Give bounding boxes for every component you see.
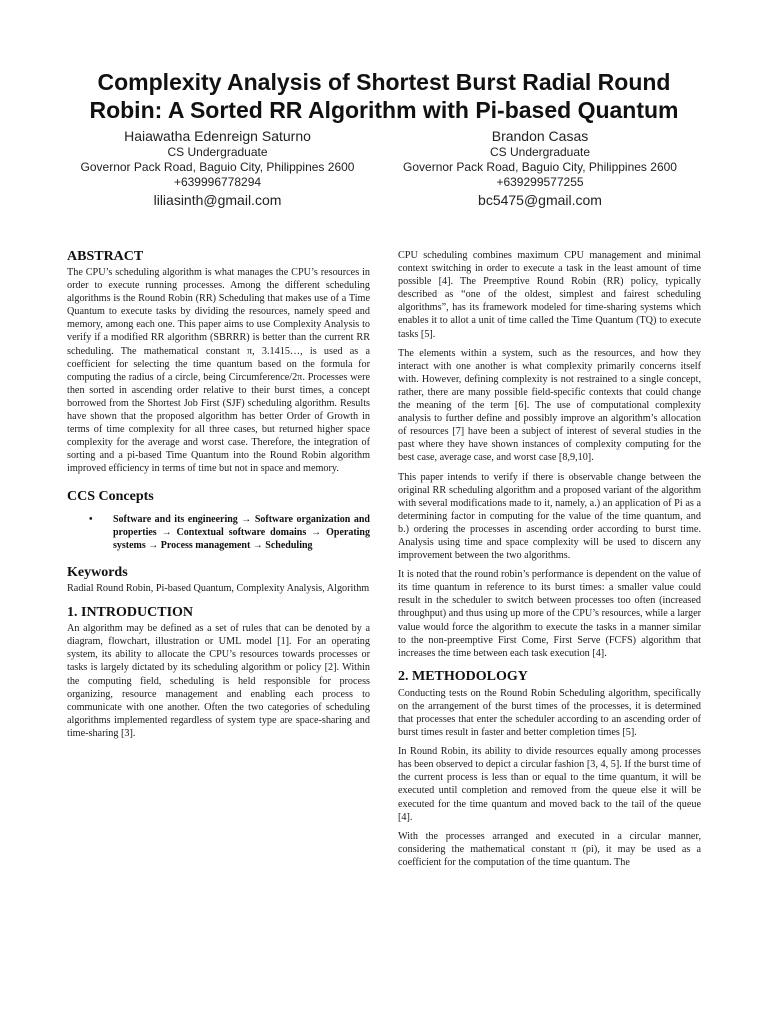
keywords-text: Radial Round Robin, Pi-based Quantum, Complexity Analysis, Algorithm	[67, 583, 370, 595]
ccs-concept-item	[89, 513, 370, 553]
title-line-2: Robin: A Sorted RR Algorithm with Pi-based Quantum	[89, 97, 679, 123]
left-column	[67, 248, 370, 740]
keywords-heading: Keywords	[67, 565, 128, 581]
paragraph: CPU scheduling combines maximum CPU management and minimal context switching in order to execute a task in the least amount of time possible [4]. The Preemptive Round Robin (RR) policy, typically described as “one of the oldest, simplest and fairest scheduling algorithms”, has its framework modeled for time-sharing systems which enables it to allot a unit of time called the Time Quantum (TQ) to execute tasks [5].	[398, 250, 701, 340]
ccs-heading: CCS Concepts	[67, 488, 154, 504]
paper-title	[40, 68, 728, 124]
author-block-1	[40, 127, 395, 210]
author-name: Brandon Casas	[491, 128, 589, 144]
author-email[interactable]: liliasinth@gmail.com	[153, 192, 282, 208]
abstract-heading: ABSTRACT	[67, 249, 144, 264]
paragraph: This paper intends to verify if there is observable change between the original RR scheduling algorithm and a proposed variant of the algorithm with several modifications made to it, namely, a.) an application of Pi as a determining factor in computing for the value of the time quantum, and b.) ordering the processes in ascending order according to burst time. Analysis using time and space complexity will be used to discern any improvement between the two algorithms.	[398, 471, 701, 562]
paragraph: With the processes arranged and executed in a circular manner, considering the mathematical constant π (pi), it may be used as a coefficient for the computation of the time quantum. The	[398, 830, 701, 868]
title-line-1: Complexity Analysis of Shortest Burst Radial Round	[97, 69, 671, 95]
author-name: Haiawatha Edenreign Saturno	[124, 128, 311, 144]
author-phone: +639299577255	[496, 175, 584, 189]
right-column	[398, 249, 701, 875]
introduction-heading: 1. INTRODUCTION	[67, 605, 194, 621]
paragraph: It is noted that the round robin’s performance is dependent on the value of its time quantum in reference to its burst times: a smaller value could result in the scheduler to switch between processes too often (increased throughput) and thus using up more of the CPU’s resources, while a larger value would force the algorithm to execute the tasks in a manner similar to the non-preemptive First Come, First Serve (FCFS) algorithm that increases the time between each task execution [4].	[398, 569, 701, 659]
methodology-heading: 2. METHODOLOGY	[398, 668, 528, 684]
paragraph: Conducting tests on the Round Robin Scheduling algorithm, specifically on the arrangement of the burst times of the processes, it is determined that processes that enter the scheduler according to an ascending order of burst times result in faster and better completion times [5].	[398, 687, 701, 739]
ccs-concept-text: Software and its engineering → Software organization and properties → Contextual software domains → Operating systems → Process management → Scheduling	[113, 513, 370, 551]
author-address: Governor Pack Road, Baguio City, Philippines 2600	[403, 160, 677, 174]
introduction-text: An algorithm may be defined as a set of rules that can be denoted by a diagram, flowchart, illustration or UML model [1]. For an operating system, its ability to allocate the CPU’s resources towards processes or tasks is largely dictated by its scheduling algorithm or policy [2]. Within the computing field, scheduling is held responsible for process organizing, resource management and enabling each process to communicate with one another. Often the two categories of scheduling algorithms implemented regardless of system type are space-sharing and time-sharing [3].	[67, 623, 370, 739]
author-email[interactable]: bc5475@gmail.com	[478, 192, 602, 208]
paragraph: The elements within a system, such as the resources, and how they interact with one another is what complexity primarily concerns itself with. However, defining complexity is not restrained to a single concept, rather, there are many possible field-specific contexts that could change the meaning of the term [6]. The use of computational complexity analysis to further define and possibly improve an algorithm’s allocation of resources [7] have been a subject of interest of several studies in the past where they have shown instances of complexity computing for the best case, average case, and worst case [8,9,10].	[398, 347, 701, 464]
author-address: Governor Pack Road, Baguio City, Philippines 2600	[80, 160, 355, 174]
bullet-icon: •	[89, 513, 93, 525]
author-affiliation: CS Undergraduate	[489, 145, 591, 159]
author-block-2	[385, 127, 695, 210]
paragraph: In Round Robin, its ability to divide resources equally among processes has been observed to depict a circular fashion [3, 4, 5]. If the burst time of the current process is less than or equal to the time quantum, it will be executed until completion and removed from the queue else it will be executed for the time quantum and moved back to the tail of the queue [4].	[398, 746, 701, 823]
author-phone: +639996778294	[173, 175, 262, 189]
author-affiliation: CS Undergraduate	[167, 145, 268, 159]
abstract-text: The CPU’s scheduling algorithm is what manages the CPU’s resources in order to execute running processes. Among the different scheduling algorithms is the Round Robin (RR) Scheduling that makes use of a Time Quantum to execute tasks by dividing the resources, namely speed and memory, among each one. This paper aims to use Complexity Analysis to verify if a modified RR algorithm (SBRRR) is better than the current RR scheduling. The mathematical constant π, 3.1415…, is used as a coefficient for selecting the time quantum based on the formula for computing the radius of a circle, being Circumference/2π. Processes were then sorted in ascending order relative to their burst times, a concept borrowed from the Shortest Job First (SJF) scheduling algorithm. Results have shown that the proposed algorithm has better Order of Growth in terms of time complexity for all three cases, but returned higher space complexity for the average and worst case. Therefore, the integration of sorting and a pi-based Time Quantum into the Round Robin algorithm improved efficiency in terms of time but not in space and memory.	[67, 267, 370, 475]
